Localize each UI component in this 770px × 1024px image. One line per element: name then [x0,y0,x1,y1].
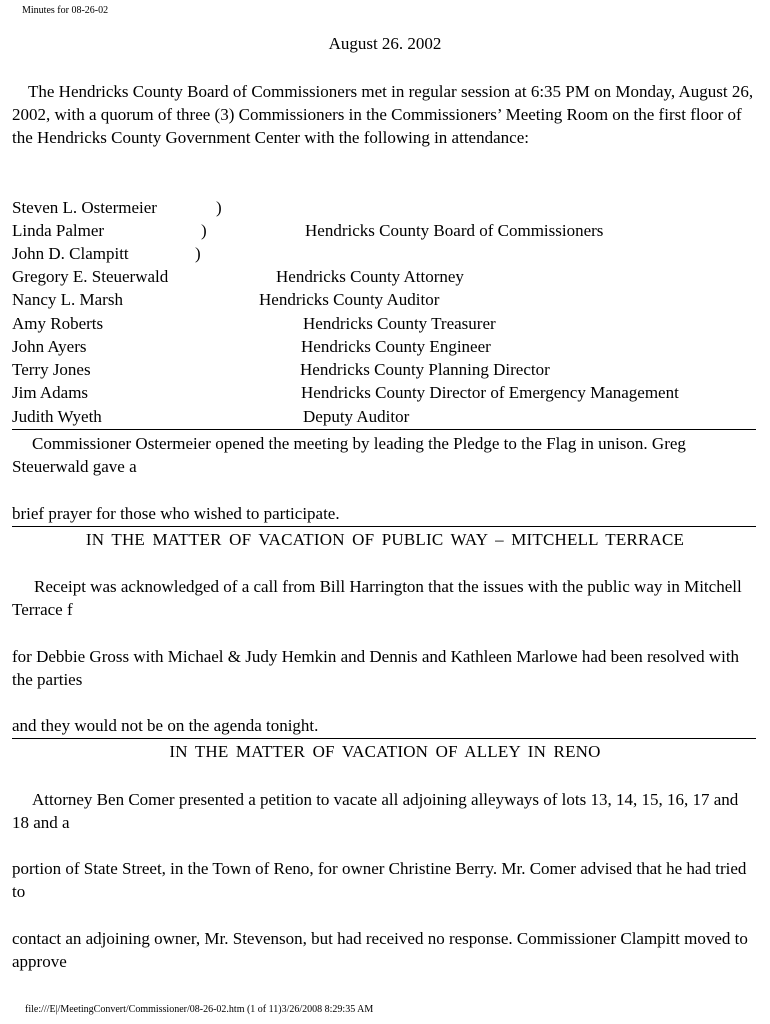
attendee-role: Hendricks County Treasurer [303,314,496,333]
attendee-name: Terry Jones [12,360,91,379]
section-heading-public-way: IN THE MATTER OF VACATION OF PUBLIC WAY – MITCHELL TERRACE [85,530,685,549]
attendee-role: Hendricks County Auditor [259,290,440,309]
attendee-name: Amy Roberts [12,314,104,333]
section1-paragraph [12,575,757,621]
attendee-name: Linda Palmer [12,221,105,240]
attendee-name: John Ayers [12,337,87,356]
bracket-mark: ) [216,198,222,217]
intro-text: The Hendricks County Board of Commissioners met in regular session at 6:35 PM on Monday, August 26, 2002, with a quorum of three (3) Commissioners in the Commissioners’ Meeting Room on the first floor of the Hendricks County Government Center with the following in attendance: [12,82,754,147]
opening-paragraph-cont: brief prayer for those who wished to participate. [12,504,340,523]
section1-paragraph-end: and they would not be on the agenda tonight. [12,716,319,735]
attendee-name: Jim Adams [12,383,89,402]
intro-paragraph [12,80,757,149]
attendee-role: Deputy Auditor [303,407,410,426]
attendee-name: Gregory E. Steuerwald [12,267,169,286]
opening-text: Commissioner Ostermeier opened the meeting by leading the Pledge to the Flag in unison. Greg Steuerwald gave a [12,434,686,476]
section1-text: Receipt was acknowledged of a call from Bill Harrington that the issues with the public way in Mitchell Terrace f [12,577,742,619]
attendee-role: Hendricks County Attorney [276,267,464,286]
section2-paragraph-end: contact an adjoining owner, Mr. Stevenson, but had received no response. Commissioner Clampitt moved to approve [12,929,748,971]
bracket-mark: ) [195,244,201,263]
attendee-name: Steven L. Ostermeier [12,198,157,217]
section2-text: Attorney Ben Comer presented a petition to vacate all adjoining alleyways of lots 13, 14, 15, 16, 17 and 18 and a [12,790,739,832]
attendee-name: John D. Clampitt [12,244,129,263]
section2-paragraph [12,788,757,834]
horizontal-rule [12,429,756,430]
section1-paragraph-cont: for Debbie Gross with Michael & Judy Hemkin and Dennis and Kathleen Marlowe had been resolved with the parties [12,647,740,689]
attendee-role: Hendricks County Director of Emergency Management [301,383,679,402]
attendee-name: Judith Wyeth [12,407,102,426]
bracket-mark: ) [201,221,207,240]
horizontal-rule [12,526,756,527]
file-footer: file:///E|/MeetingConvert/Commissioner/08-26-02.htm (1 of 11)3/26/2008 8:29:35 AM [25,1004,374,1015]
section2-paragraph-cont: portion of State Street, in the Town of Reno, for owner Christine Berry. Mr. Comer advised that he had tried to [12,859,747,901]
meeting-date: August 26. 2002 [328,34,442,53]
section-heading-reno: IN THE MATTER OF VACATION OF ALLEY IN RENO [169,742,601,761]
opening-paragraph [12,432,757,478]
board-title: Hendricks County Board of Commissioners [305,221,604,240]
attendee-role: Hendricks County Engineer [301,337,491,356]
running-header: Minutes for 08-26-02 [22,5,109,16]
horizontal-rule [12,738,756,739]
attendee-name: Nancy L. Marsh [12,290,123,309]
attendee-role: Hendricks County Planning Director [300,360,550,379]
